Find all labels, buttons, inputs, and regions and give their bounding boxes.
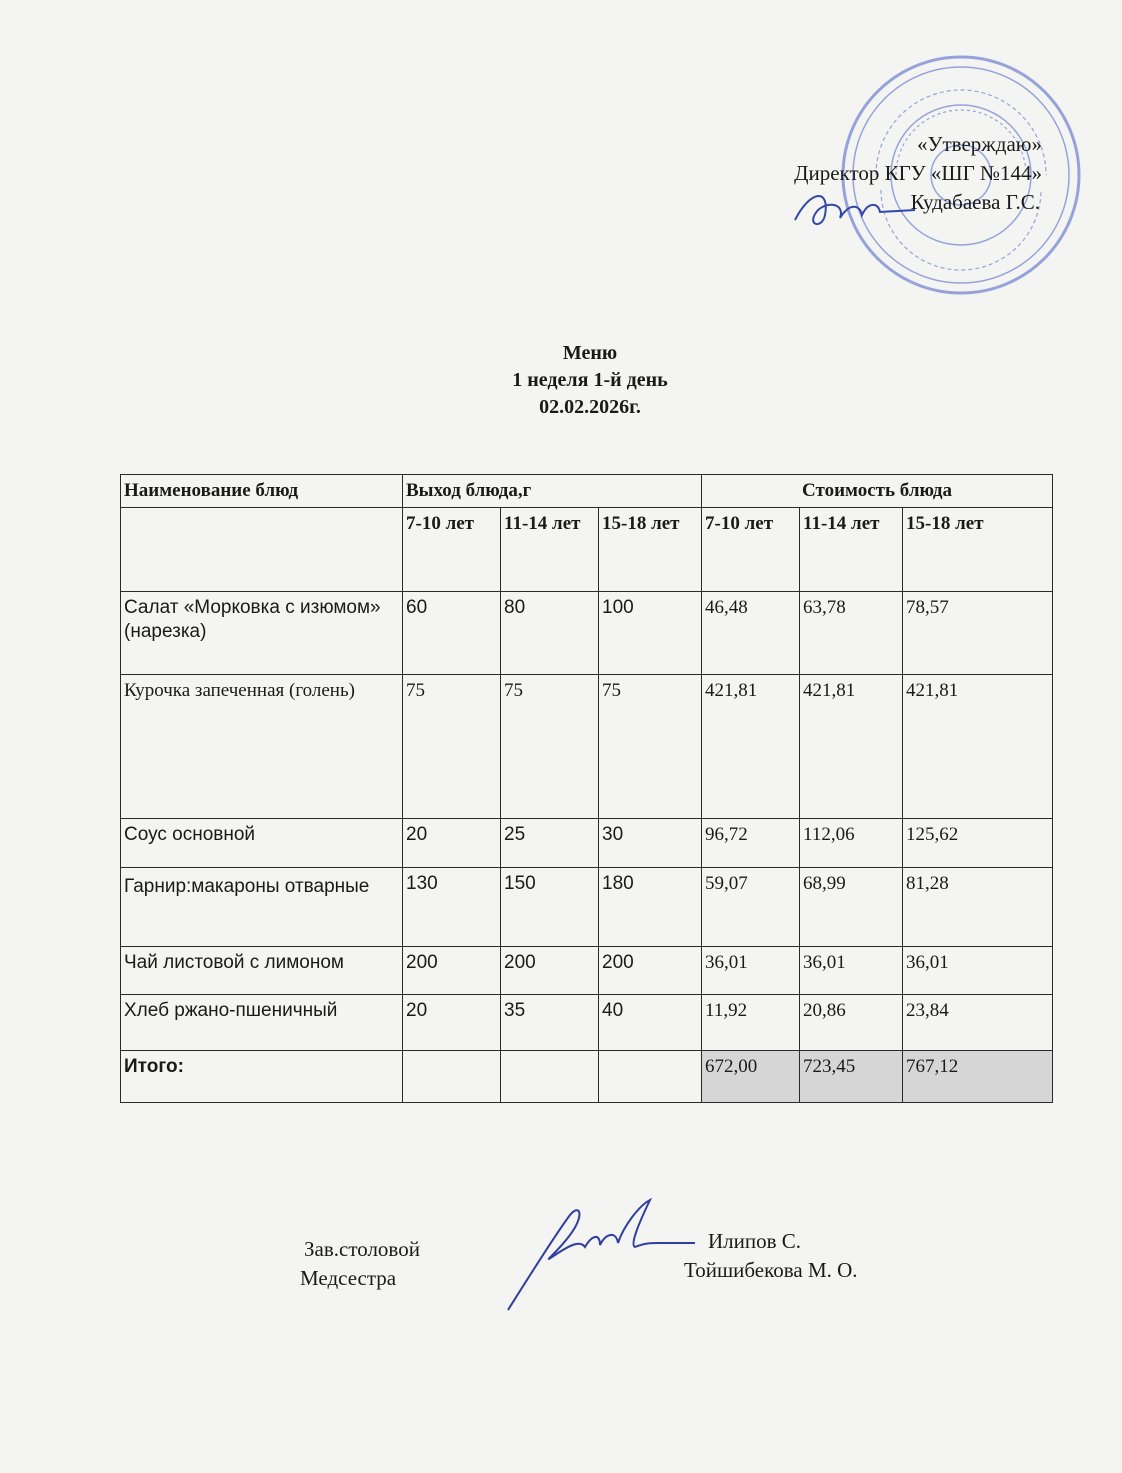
footer-names — [684, 1227, 858, 1285]
header-cost-age-3: 15-18 лет — [903, 508, 1053, 592]
yield-value: 75 — [501, 675, 599, 819]
yield-value: 150 — [501, 868, 599, 947]
footer-role-nurse: Медсестра — [300, 1266, 397, 1290]
cost-value: 78,57 — [903, 592, 1053, 675]
footer-signature — [500, 1195, 700, 1315]
cost-value: 68,99 — [800, 868, 903, 947]
header-empty-cell — [121, 508, 403, 592]
cost-value: 20,86 — [800, 995, 903, 1051]
dish-name: Хлеб ржано-пшеничный — [121, 995, 403, 1051]
cost-value: 421,81 — [903, 675, 1053, 819]
table-row — [121, 675, 1053, 819]
dish-name: Курочка запеченная (голень) — [121, 675, 403, 819]
header-cost-age-1: 7-10 лет — [702, 508, 800, 592]
total-row — [121, 1051, 1053, 1103]
total-cost-value: 672,00 — [702, 1051, 800, 1103]
cost-value: 112,06 — [800, 819, 903, 868]
cost-value: 81,28 — [903, 868, 1053, 947]
yield-value: 180 — [599, 868, 702, 947]
total-label: Итого: — [121, 1051, 403, 1103]
yield-value: 20 — [403, 995, 501, 1051]
cost-value: 36,01 — [903, 947, 1053, 995]
menu-title — [400, 340, 780, 421]
table-row — [121, 868, 1053, 947]
cost-value: 23,84 — [903, 995, 1053, 1051]
yield-value: 35 — [501, 995, 599, 1051]
table-row — [121, 819, 1053, 868]
menu-table — [120, 474, 1053, 1103]
cost-value: 36,01 — [800, 947, 903, 995]
yield-value: 20 — [403, 819, 501, 868]
yield-value: 75 — [403, 675, 501, 819]
yield-value: 75 — [599, 675, 702, 819]
yield-value: 80 — [501, 592, 599, 675]
cost-value: 421,81 — [702, 675, 800, 819]
yield-value: 100 — [599, 592, 702, 675]
table-row — [121, 947, 1053, 995]
table-row — [121, 592, 1053, 675]
header-row-2 — [121, 508, 1053, 592]
total-empty-cell — [599, 1051, 702, 1103]
yield-value: 25 — [501, 819, 599, 868]
cost-value: 63,78 — [800, 592, 903, 675]
yield-value: 60 — [403, 592, 501, 675]
yield-value: 200 — [501, 947, 599, 995]
yield-value: 130 — [403, 868, 501, 947]
yield-value: 200 — [403, 947, 501, 995]
cost-value: 96,72 — [702, 819, 800, 868]
yield-value: 200 — [599, 947, 702, 995]
header-yield-age-3: 15-18 лет — [599, 508, 702, 592]
header-dish-name: Наименование блюд — [121, 475, 403, 508]
total-empty-cell — [403, 1051, 501, 1103]
dish-name: Гарнир:макароны отварные — [121, 868, 403, 947]
title-main: Меню — [562, 342, 618, 364]
header-yield-age-1: 7-10 лет — [403, 508, 501, 592]
header-row-1 — [121, 475, 1053, 508]
dish-name: Салат «Морковка с изюмом» (нарезка) — [121, 592, 403, 675]
title-week-day: 1 неделя 1-й день — [512, 369, 668, 391]
total-empty-cell — [501, 1051, 599, 1103]
total-cost-value: 767,12 — [903, 1051, 1053, 1103]
approval-heading: «Утверждаю» — [917, 132, 1042, 156]
header-cost-age-2: 11-14 лет — [800, 508, 903, 592]
cost-value: 59,07 — [702, 868, 800, 947]
header-cost: Стоимость блюда — [702, 475, 1053, 508]
approval-position: Директор КГУ «ШГ №144» — [794, 161, 1042, 185]
footer-name-nurse: Тойшибекова М. О. — [684, 1258, 858, 1282]
yield-value: 30 — [599, 819, 702, 868]
footer-role-canteen-head: Зав.столовой — [304, 1237, 420, 1261]
footer-roles — [300, 1235, 420, 1293]
approval-director-name: Кудабаева Г.С. — [910, 190, 1040, 214]
total-cost-value: 723,45 — [800, 1051, 903, 1103]
title-date: 02.02.2026г. — [539, 396, 641, 418]
header-yield-age-2: 11-14 лет — [501, 508, 599, 592]
cost-value: 11,92 — [702, 995, 800, 1051]
cost-value: 125,62 — [903, 819, 1053, 868]
table-row — [121, 995, 1053, 1051]
cost-value: 421,81 — [800, 675, 903, 819]
cost-value: 36,01 — [702, 947, 800, 995]
director-signature — [790, 180, 920, 240]
cost-value: 46,48 — [702, 592, 800, 675]
dish-name: Чай листовой с лимоном — [121, 947, 403, 995]
footer-name-canteen-head: Илипов С. — [708, 1229, 802, 1253]
dish-name: Соус основной — [121, 819, 403, 868]
yield-value: 40 — [599, 995, 702, 1051]
header-yield: Выход блюда,г — [403, 475, 702, 508]
